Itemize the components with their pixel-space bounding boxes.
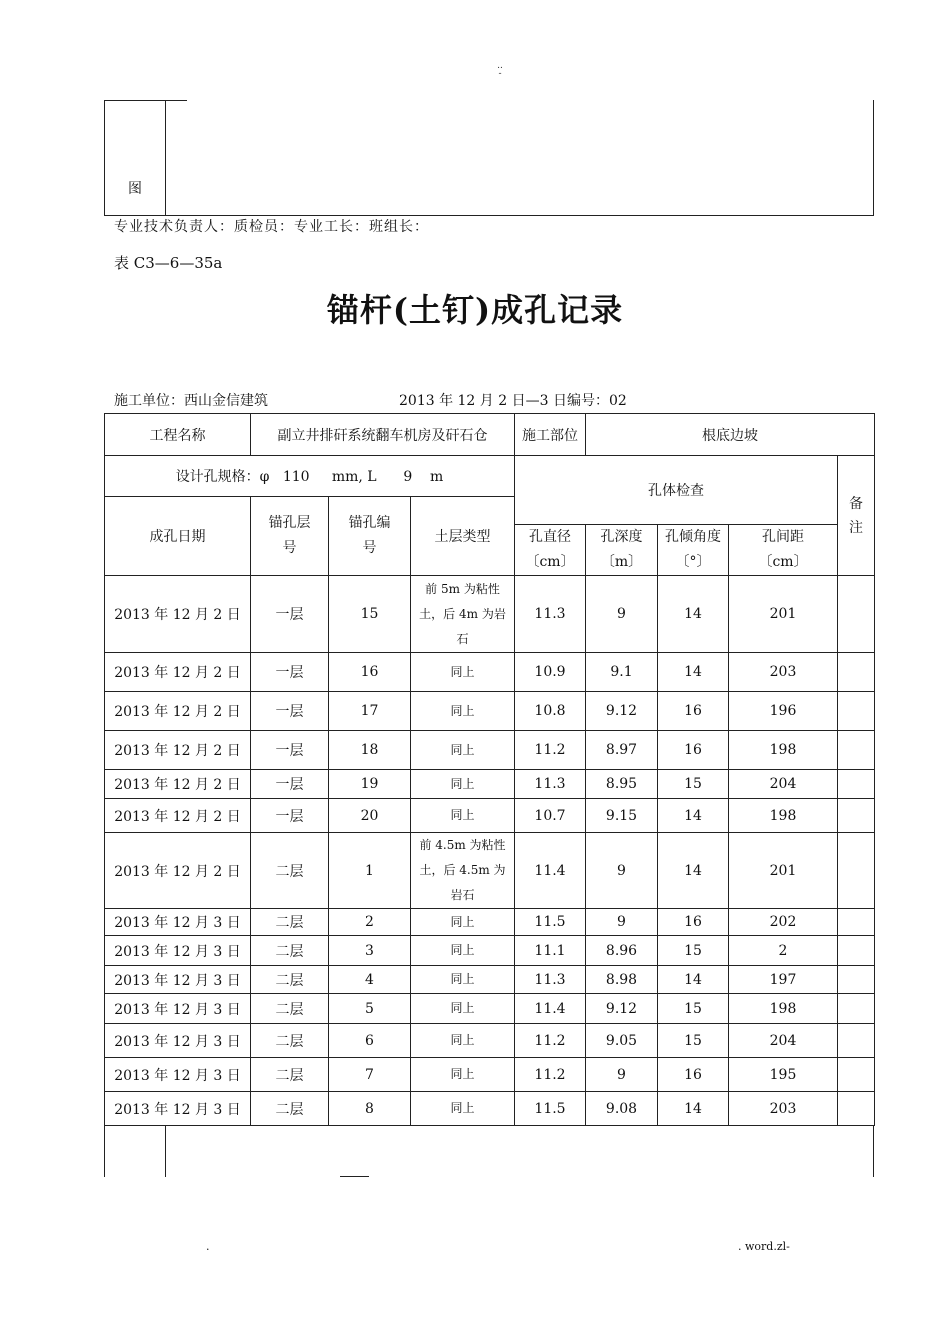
row-soil: 同上 (411, 799, 515, 833)
row-date: 2013 年 12 月 3 日 (105, 1058, 251, 1092)
row-diameter: 10.8 (515, 692, 586, 731)
row-remark (838, 770, 875, 799)
table-row (105, 833, 875, 909)
footer-left: . (206, 1240, 210, 1253)
table-row (105, 770, 875, 799)
row-angle: 14 (658, 799, 729, 833)
row-angle: 14 (658, 576, 729, 653)
row-soil: 同上 (411, 909, 515, 936)
project-name-value: 副立井排矸系统翻车机房及矸石仓 (251, 414, 515, 456)
row-number: 3 (329, 936, 411, 966)
diameter-header: 孔直径〔cm〕 (515, 525, 586, 576)
table-row (105, 576, 875, 653)
row-date: 2013 年 12 月 3 日 (105, 994, 251, 1024)
row-date: 2013 年 12 月 3 日 (105, 1092, 251, 1126)
row-angle: 16 (658, 692, 729, 731)
date-line: 2013 年 12 月 2 日—3 日编号：02 (399, 393, 627, 409)
row-depth: 8.98 (586, 966, 658, 994)
row-remark (838, 799, 875, 833)
row-spacing: 203 (729, 1092, 838, 1126)
layer-header: 锚孔层号 (251, 497, 329, 576)
row-date: 2013 年 12 月 2 日 (105, 731, 251, 770)
row-number: 2 (329, 909, 411, 936)
row-soil: 同上 (411, 1092, 515, 1126)
row-remark (838, 966, 875, 994)
table-row (105, 1058, 875, 1092)
row-angle: 14 (658, 1092, 729, 1126)
bottom-box (104, 1126, 874, 1177)
soil-header: 土层类型 (411, 497, 515, 576)
row-diameter: 11.3 (515, 770, 586, 799)
row-layer: 二层 (251, 936, 329, 966)
table-row (105, 1092, 875, 1126)
row-remark (838, 731, 875, 770)
date-header: 成孔日期 (105, 497, 251, 576)
row-layer: 二层 (251, 1024, 329, 1058)
row-soil: 同上 (411, 731, 515, 770)
row-depth: 9.08 (586, 1092, 658, 1126)
row-spacing: 202 (729, 909, 838, 936)
table-row (105, 936, 875, 966)
row-number: 18 (329, 731, 411, 770)
row-date: 2013 年 12 月 2 日 (105, 692, 251, 731)
row-soil: 前 4.5m 为粘性土，后 4.5m 为岩石 (411, 833, 515, 909)
row-depth: 9.15 (586, 799, 658, 833)
row-spacing: 198 (729, 799, 838, 833)
row-date: 2013 年 12 月 2 日 (105, 799, 251, 833)
figure-label: 图 (128, 181, 142, 197)
row-spacing: 201 (729, 833, 838, 909)
row-spacing: 204 (729, 1024, 838, 1058)
row-angle: 15 (658, 994, 729, 1024)
row-spacing: 198 (729, 731, 838, 770)
inspection-header: 孔体检查 (515, 456, 838, 525)
row-layer: 二层 (251, 994, 329, 1024)
row-soil: 同上 (411, 1024, 515, 1058)
signature-line: 专业技术负责人：质检员：专业工长：班组长： (114, 219, 429, 235)
row-depth: 9.12 (586, 692, 658, 731)
row-number: 15 (329, 576, 411, 653)
row-diameter: 10.7 (515, 799, 586, 833)
figure-box (104, 100, 874, 216)
spacing-header: 孔间距〔cm〕 (729, 525, 838, 576)
row-remark (838, 1058, 875, 1092)
row-layer: 一层 (251, 692, 329, 731)
project-part-label: 施工部位 (515, 414, 586, 456)
table-row (105, 799, 875, 833)
table-row (105, 653, 875, 692)
row-layer: 二层 (251, 966, 329, 994)
row-diameter: 11.5 (515, 909, 586, 936)
figure-box-divider (165, 100, 166, 215)
row-layer: 一层 (251, 770, 329, 799)
row-remark (838, 692, 875, 731)
row-spacing: 196 (729, 692, 838, 731)
row-angle: 16 (658, 731, 729, 770)
row-number: 7 (329, 1058, 411, 1092)
row-depth: 9 (586, 1058, 658, 1092)
row-date: 2013 年 12 月 3 日 (105, 936, 251, 966)
row-depth: 9.05 (586, 1024, 658, 1058)
bottom-dash (340, 1176, 369, 1177)
row-date: 2013 年 12 月 2 日 (105, 653, 251, 692)
row-date: 2013 年 12 月 3 日 (105, 909, 251, 936)
table-row (105, 692, 875, 731)
row-date: 2013 年 12 月 3 日 (105, 1024, 251, 1058)
row-spacing: 195 (729, 1058, 838, 1092)
row-depth: 8.96 (586, 936, 658, 966)
row-number: 6 (329, 1024, 411, 1058)
remark-header: 备注 (838, 456, 875, 576)
table-row (105, 994, 875, 1024)
row-layer: 一层 (251, 576, 329, 653)
row-layer: 一层 (251, 799, 329, 833)
row-remark (838, 833, 875, 909)
row-layer: 一层 (251, 731, 329, 770)
number-header: 锚孔编号 (329, 497, 411, 576)
row-number: 17 (329, 692, 411, 731)
row-remark (838, 1092, 875, 1126)
row-soil: 同上 (411, 653, 515, 692)
row-angle: 15 (658, 936, 729, 966)
figure-box-topline (105, 100, 187, 101)
row-diameter: 11.3 (515, 576, 586, 653)
row-number: 20 (329, 799, 411, 833)
header-mark: .. - (497, 61, 503, 79)
row-remark (838, 576, 875, 653)
row-remark (838, 936, 875, 966)
row-soil: 同上 (411, 770, 515, 799)
row-depth: 9 (586, 909, 658, 936)
row-number: 4 (329, 966, 411, 994)
row-depth: 9.1 (586, 653, 658, 692)
page-title: 锚杆(土钉)成孔记录 (326, 291, 624, 329)
row-date: 2013 年 12 月 2 日 (105, 770, 251, 799)
row-angle: 14 (658, 653, 729, 692)
table-row (105, 966, 875, 994)
row-soil: 同上 (411, 994, 515, 1024)
row-number: 19 (329, 770, 411, 799)
spec-row (105, 456, 875, 497)
bottom-box-divider (165, 1126, 166, 1177)
footer-right: . word.zl- (738, 1240, 790, 1253)
row-depth: 9.12 (586, 994, 658, 1024)
row-diameter: 11.2 (515, 1058, 586, 1092)
row-number: 8 (329, 1092, 411, 1126)
row-soil: 前 5m 为粘性土，后 4m 为岩石 (411, 576, 515, 653)
row-angle: 14 (658, 966, 729, 994)
row-angle: 16 (658, 1058, 729, 1092)
row-date: 2013 年 12 月 3 日 (105, 966, 251, 994)
table-row (105, 1024, 875, 1058)
row-spacing: 197 (729, 966, 838, 994)
row-angle: 14 (658, 833, 729, 909)
row-remark (838, 909, 875, 936)
row-diameter: 10.9 (515, 653, 586, 692)
row-remark (838, 653, 875, 692)
row-diameter: 11.4 (515, 833, 586, 909)
construction-unit: 施工单位：西山金信建筑 (114, 393, 268, 409)
table-number: 表 C3—6—35a (114, 254, 223, 272)
row-diameter: 11.2 (515, 731, 586, 770)
row-depth: 9 (586, 576, 658, 653)
row-layer: 二层 (251, 1092, 329, 1126)
row-layer: 二层 (251, 833, 329, 909)
row-layer: 二层 (251, 1058, 329, 1092)
row-layer: 一层 (251, 653, 329, 692)
row-spacing: 198 (729, 994, 838, 1024)
row-layer: 二层 (251, 909, 329, 936)
table-row (105, 731, 875, 770)
row-date: 2013 年 12 月 2 日 (105, 833, 251, 909)
project-name-label: 工程名称 (105, 414, 251, 456)
row-angle: 15 (658, 1024, 729, 1058)
row-depth: 8.97 (586, 731, 658, 770)
row-diameter: 11.2 (515, 1024, 586, 1058)
project-row (105, 414, 875, 456)
row-soil: 同上 (411, 936, 515, 966)
angle-header: 孔倾角度〔°〕 (658, 525, 729, 576)
row-diameter: 11.3 (515, 966, 586, 994)
row-spacing: 2 (729, 936, 838, 966)
row-remark (838, 1024, 875, 1058)
row-number: 1 (329, 833, 411, 909)
project-part-value: 根底边坡 (586, 414, 875, 456)
row-soil: 同上 (411, 1058, 515, 1092)
row-soil: 同上 (411, 966, 515, 994)
design-spec: 设计孔规格：φ 110 mm, L 9 m (105, 456, 515, 497)
row-diameter: 11.5 (515, 1092, 586, 1126)
row-depth: 8.95 (586, 770, 658, 799)
depth-header: 孔深度〔m〕 (586, 525, 658, 576)
row-soil: 同上 (411, 692, 515, 731)
row-depth: 9 (586, 833, 658, 909)
table-row (105, 909, 875, 936)
row-diameter: 11.1 (515, 936, 586, 966)
drilling-record-table (104, 413, 875, 1126)
row-spacing: 204 (729, 770, 838, 799)
row-angle: 15 (658, 770, 729, 799)
row-spacing: 203 (729, 653, 838, 692)
row-angle: 16 (658, 909, 729, 936)
row-diameter: 11.4 (515, 994, 586, 1024)
row-number: 5 (329, 994, 411, 1024)
row-date: 2013 年 12 月 2 日 (105, 576, 251, 653)
row-remark (838, 994, 875, 1024)
row-number: 16 (329, 653, 411, 692)
row-spacing: 201 (729, 576, 838, 653)
